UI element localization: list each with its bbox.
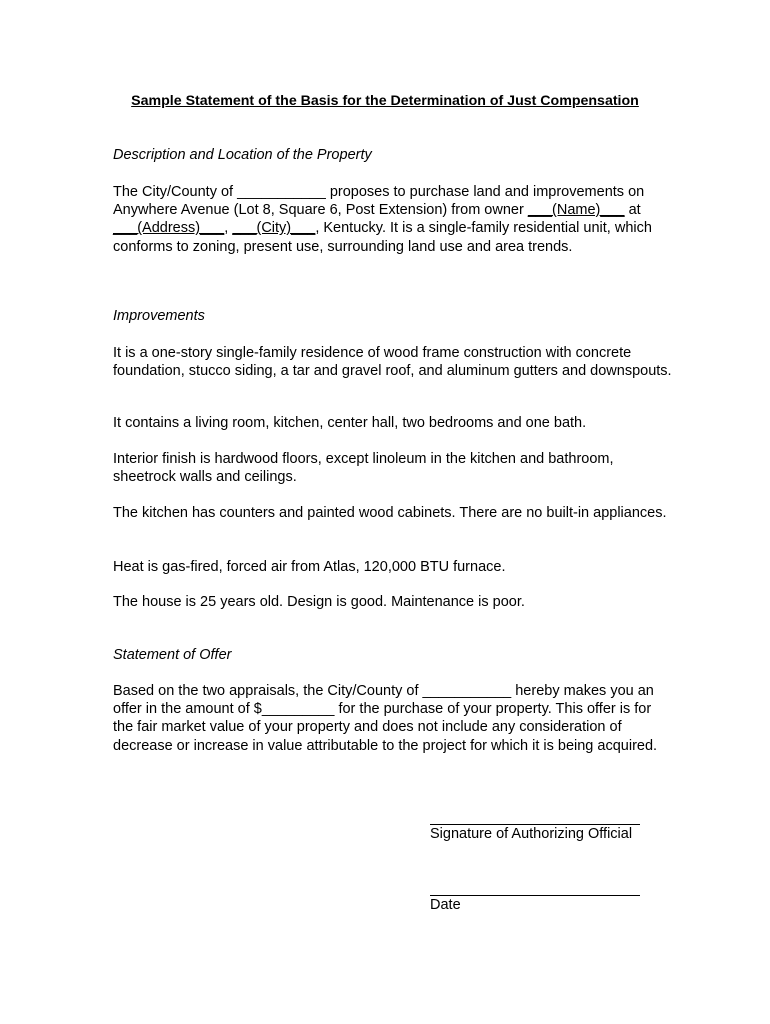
improvements-paragraph-3: Interior finish is hardwood floors, except linoleum in the kitchen and bathroom, sheetrock walls and ceilings. — [113, 451, 614, 486]
owner-address-field: ___(Address)___ — [113, 220, 225, 237]
improvements-heading: Improvements — [113, 308, 205, 324]
description-paragraph — [113, 183, 673, 256]
improvements-paragraph-6: The house is 25 years old. Design is good. Maintenance is poor. — [113, 594, 525, 610]
improvements-paragraph-4: The kitchen has counters and painted wood cabinets. There are no built-in appliances. — [113, 505, 667, 521]
description-text-comma: , — [224, 220, 233, 237]
date-label: Date — [430, 897, 461, 913]
owner-name-field: ___(Name)___ — [527, 202, 625, 219]
improvements-paragraph-1: It is a one-story single-family residence of wood frame construction with concrete foundation, stucco siding, a tar and gravel roof, and aluminum gutters and downspouts. — [113, 345, 672, 380]
signature-line — [430, 824, 640, 825]
offer-heading: Statement of Offer — [113, 647, 232, 663]
description-text-b: , Kentucky. It is a single-family residential unit, which conforms to zoning, present use, surrounding land use and area trends. — [113, 220, 652, 255]
improvements-paragraph-5: Heat is gas-fired, forced air from Atlas, 120,000 BTU furnace. — [113, 559, 506, 575]
document-title: Sample Statement of the Basis for the Determination of Just Compensation — [131, 93, 639, 109]
description-text-a: The City/County of ___________ proposes to purchase land and improvements on Anywhere Avenue (Lot 8, Square 6, Post Extension) from owner — [113, 184, 645, 219]
offer-paragraph: Based on the two appraisals, the City/County of ___________ hereby makes you an offer in the amount of $_________ for the purchase of your property. This offer is for the fair market value of your property and does not include any consideration of decrease or increase in value attributable to the project for which it is being acquired. — [113, 683, 658, 754]
date-line — [430, 895, 640, 896]
description-text-at: at — [624, 202, 641, 219]
description-heading: Description and Location of the Property — [113, 147, 372, 163]
signature-label: Signature of Authorizing Official — [430, 826, 633, 842]
owner-city-field: ___(City)___ — [232, 220, 316, 237]
improvements-paragraph-2: It contains a living room, kitchen, center hall, two bedrooms and one bath. — [113, 415, 587, 431]
